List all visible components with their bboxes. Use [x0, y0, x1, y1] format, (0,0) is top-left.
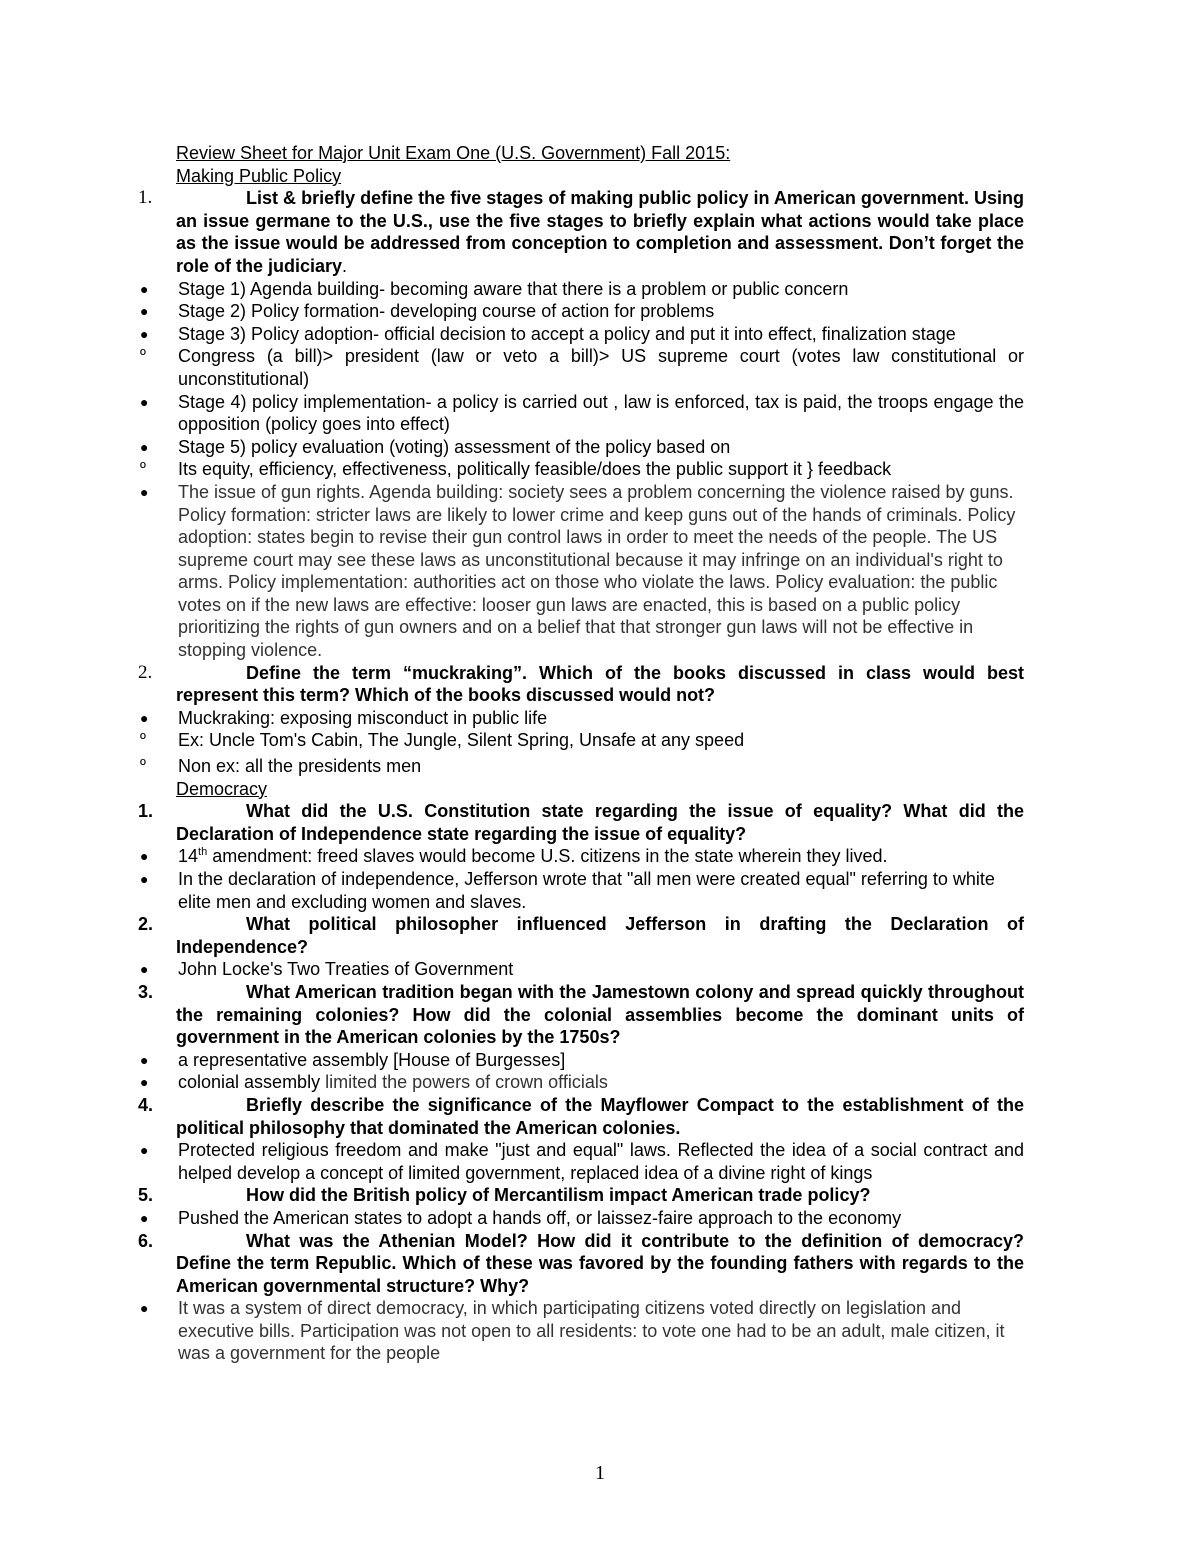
list-item	[138, 729, 1024, 752]
list-item	[138, 436, 1024, 459]
list-item	[138, 278, 1024, 301]
question-text: How did the British policy of Mercantilism impact American trade policy?	[246, 1185, 871, 1206]
answer-text: In the declaration of independence, Jefferson wrote that "all men were created equal" referring to white elite men and excluding women and slaves.	[178, 869, 995, 912]
list-item	[138, 300, 1024, 323]
question-d6-athenian	[138, 1230, 1024, 1298]
list-item	[138, 868, 1024, 913]
bullet-icon: ●	[140, 1142, 149, 1159]
answer-text: a representative assembly [House of Burgesses]	[178, 1049, 566, 1070]
bullet-icon: ●	[140, 961, 149, 978]
answer-text: Muckraking: exposing misconduct in public life	[178, 707, 548, 728]
ordinal-bullet-icon: º	[140, 731, 146, 749]
list-item	[138, 345, 1024, 390]
answer-text: Stage 5) policy evaluation (voting) assessment of the policy based on	[178, 436, 731, 457]
bullet-icon: ●	[140, 1051, 149, 1068]
document-body	[138, 142, 1024, 1365]
answer-text: colonial assembly limited the powers of crown officials	[178, 1072, 608, 1093]
list-item	[138, 845, 1024, 868]
ordinal-bullet-icon: º	[140, 460, 146, 478]
answer-text: Congress (a bill)> president (law or veto a bill)> US supreme court (votes law constitutional or unconstitutional)	[178, 346, 1024, 389]
section-heading-public-policy: Making Public Policy	[176, 165, 342, 186]
bullet-icon: ●	[140, 483, 149, 500]
question-d2-philosopher	[138, 913, 1024, 958]
answer-text: Non ex: all the presidents men	[178, 756, 422, 777]
question-d3-jamestown	[138, 981, 1024, 1049]
list-item	[138, 1297, 1024, 1365]
list-item	[138, 1071, 1024, 1094]
answer-text: Ex: Uncle Tom's Cabin, The Jungle, Silent Spring, Unsafe at any speed	[178, 730, 745, 751]
question-1-policy: 1. List & briefly define the five stages of making public policy in American government. Using an issue germane to the U.S., use the five stages to briefly explain what actions would take place as the issue would be addressed from conception to completion and assessment. Don’t forget the role of the judiciary.	[138, 187, 1024, 276]
question-number: 5.	[138, 1185, 154, 1206]
list-item	[138, 391, 1024, 436]
list-item	[138, 958, 1024, 981]
list-item	[138, 1207, 1024, 1230]
answer-text: Its equity, efficiency, effectiveness, politically feasible/does the public support it } feedback	[178, 459, 892, 480]
question-d1-equality	[138, 800, 1024, 845]
bullet-icon: ●	[140, 393, 149, 410]
page-number: 1	[595, 1462, 605, 1484]
answer-text: Stage 4) policy implementation- a policy is carried out , law is enforced, tax is paid, the troops engage the opposition (policy goes into effect)	[178, 391, 1024, 435]
bullet-icon: ●	[140, 1074, 149, 1091]
question-text: What political philosopher influenced Jefferson in drafting the Declaration of Independence?	[176, 914, 1024, 957]
answer-text: Protected religious freedom and make "just and equal" laws. Reflected the idea of a social contract and helped develop a concept of limited government, replaced idea of a divine right of kings	[178, 1140, 1024, 1183]
ordinal-bullet-icon: º	[140, 347, 146, 365]
list-item	[138, 1049, 1024, 1072]
list-item	[138, 481, 1024, 662]
answer-text: The issue of gun rights. Agenda building: society sees a problem concerning the violence raised by guns. Policy formation: stricter laws are likely to lower crime and keep guns out of the hands of criminals. Policy adoption: states begin to revise their gun control laws in order to meet the needs of the people. The US supreme court may see these laws as unconstitutional because it may infringe on an individual's right to arms. Policy implementation: authorities act on those who violate the laws. Policy evaluation: the public votes on if the new laws are effective: looser gun laws are enacted, this is based on a public policy prioritizing the rights of gun owners and on a belief that that stronger gun laws will not be effective in stopping violence.	[178, 481, 1016, 661]
bullet-icon: ●	[140, 438, 149, 455]
question-number: 1.	[138, 801, 154, 822]
answer-text: It was a system of direct democracy, in which participating citizens voted directly on legislation and executive bills. Participation was not open to all residents: to vote one had to be an adult, male citizen, it was a government for the people	[178, 1298, 1005, 1364]
question-number: 6.	[138, 1230, 154, 1251]
question-number: 1.	[138, 187, 153, 209]
question-2-muckraking	[138, 662, 1024, 707]
bullet-icon: ●	[140, 280, 149, 297]
answer-text: 14th amendment: freed slaves would become U.S. citizens in the state wherein they lived.	[178, 846, 888, 867]
bullet-icon: ●	[140, 1300, 149, 1317]
bullet-icon: ●	[140, 303, 149, 320]
question-text: Briefly describe the significance of the Mayflower Compact to the establishment of the political philosophy that dominated the American colonies.	[176, 1094, 1024, 1138]
question-number: 2.	[138, 661, 153, 683]
answer-text: John Locke's Two Treaties of Government	[178, 959, 514, 980]
ordinal-bullet-icon: º	[140, 757, 146, 775]
bullet-icon: ●	[140, 709, 149, 726]
bullet-icon: ●	[140, 848, 149, 865]
question-number: 3.	[138, 981, 154, 1002]
list-item	[138, 458, 1024, 481]
answer-text: Pushed the American states to adopt a hands off, or laissez-faire approach to the economy	[178, 1207, 902, 1228]
list-item	[138, 707, 1024, 730]
question-text: What was the Athenian Model? How did it contribute to the definition of democracy? Define the term Republic. Which of these was favored by the founding fathers with regards to the American governmental structure? Why?	[176, 1230, 1024, 1296]
bullet-icon: ●	[140, 325, 149, 342]
answer-text: Stage 3) Policy adoption- official decision to accept a policy and put it into effect, finalization stage	[178, 323, 956, 344]
question-text: Define the term “muckraking”. Which of the books discussed in class would best represent this term? Which of the books discussed would not?	[176, 662, 1024, 706]
question-text: What did the U.S. Constitution state regarding the issue of equality? What did the Declaration of Independence state regarding the issue of equality?	[176, 801, 1024, 844]
list-item	[138, 323, 1024, 346]
question-number: 4.	[138, 1094, 154, 1115]
bullet-icon: ●	[140, 1209, 149, 1226]
question-d4-mayflower	[138, 1094, 1024, 1139]
section-heading-democracy: Democracy	[176, 778, 268, 799]
question-text: List & briefly define the five stages of making public policy in American government. Using an issue germane to the U.S., use the five stages to briefly explain what actions would take place as the issue would be addressed from conception to completion and assessment. Don’t forget the role of the judiciary	[176, 188, 1024, 276]
answer-text: Stage 1) Agenda building- becoming aware that there is a problem or public concern	[178, 278, 849, 299]
answer-text: Stage 2) Policy formation- developing course of action for problems	[178, 301, 715, 322]
list-item	[138, 755, 1024, 778]
list-item	[138, 1139, 1024, 1184]
question-number: 2.	[138, 914, 154, 935]
question-d5-mercantilism	[138, 1184, 1024, 1207]
bullet-icon: ●	[140, 871, 149, 887]
question-text: What American tradition began with the Jamestown colony and spread quickly throughout the remaining colonies? How did the colonial assemblies become the dominant units of government in the American colonies by the 1750s?	[176, 981, 1024, 1048]
document-title: Review Sheet for Major Unit Exam One (U.S. Government) Fall 2015:	[176, 143, 731, 163]
